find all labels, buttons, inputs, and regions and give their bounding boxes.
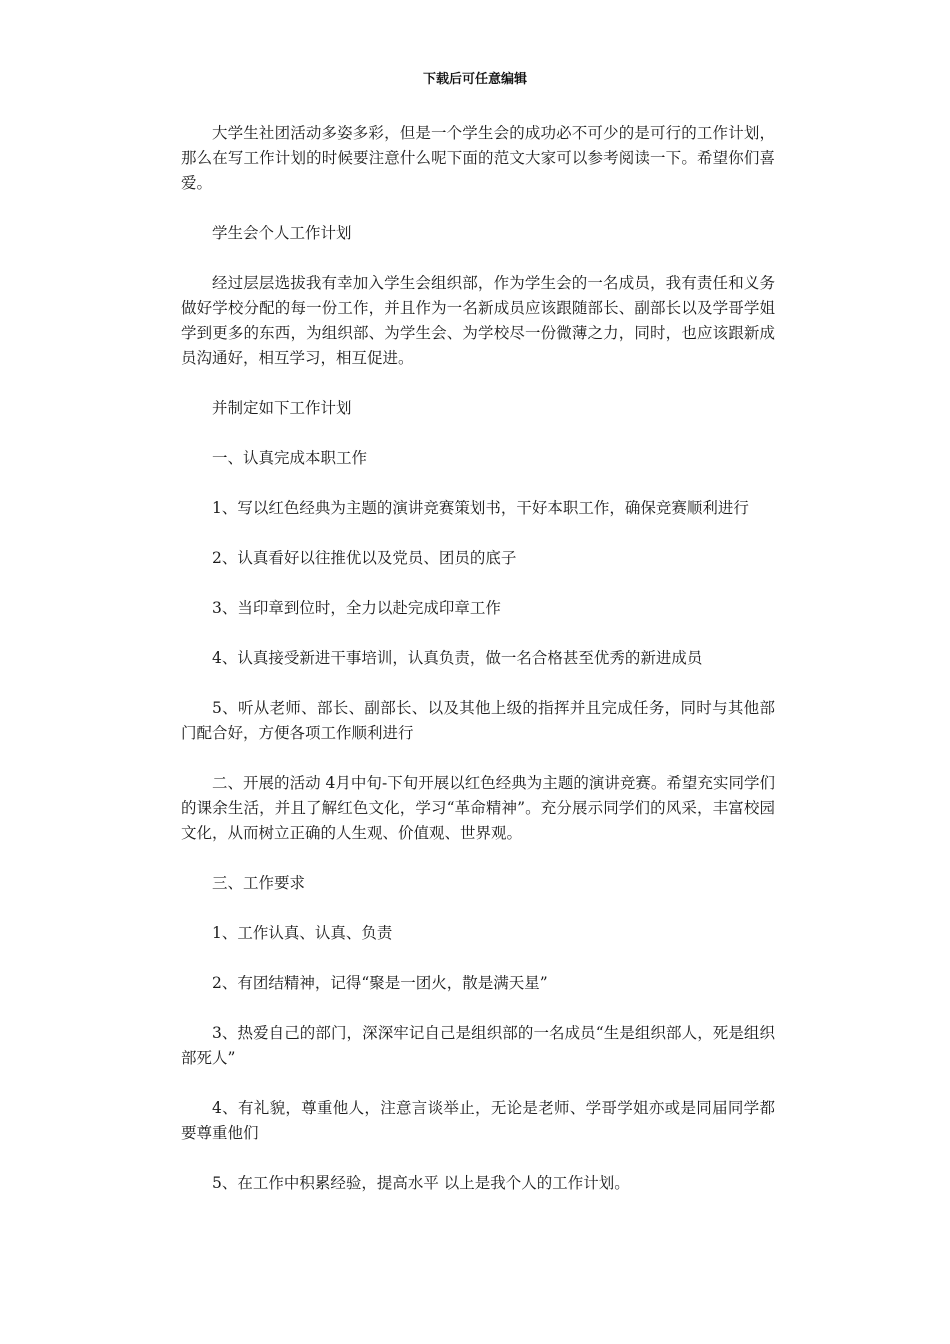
list-item: 2、有团结精神，记得“聚是一团火，散是满天星” [212, 974, 548, 992]
section-heading-3: 三、工作要求 [212, 874, 306, 892]
intro-paragraph: 大学生社团活动多姿多彩，但是一个学生会的成功必不可少的是可行的工作计划，那么在写工作计划的时候要注意什么呢下面的范文大家可以参考阅读一下。希望你们喜爱。 [181, 124, 775, 192]
list-item: 5、在工作中积累经验，提高水平 以上是我个人的工作计划。 [212, 1174, 630, 1192]
plan-lead-in: 并制定如下工作计划 [212, 399, 352, 417]
page-header: 下载后可任意编辑 [422, 72, 527, 87]
list-item: 5、听从老师、部长、副部长、以及其他上级的指挥并且完成任务，同时与其他部门配合好，方便各项工作顺利进行 [181, 699, 775, 742]
list-item: 1、写以红色经典为主题的演讲竞赛策划书，干好本职工作，确保竞赛顺利进行 [212, 499, 749, 517]
list-item: 4、认真接受新进干事培训，认真负责，做一名合格甚至优秀的新进成员 [212, 649, 703, 667]
section-2-paragraph: 二、开展的活动 4月中旬-下旬开展以红色经典为主题的演讲竞赛。希望充实同学们的课余生活，并且了解红色文化，学习“革命精神”。充分展示同学们的风采，丰富校园文化，从而树立正确的人生观、价值观、世界观。 [181, 774, 775, 842]
list-item: 3、热爱自己的部门，深深牢记自己是组织部的一名成员“生是组织部人，死是组织部死人” [181, 1024, 775, 1067]
section-heading-1: 一、认真完成本职工作 [212, 449, 368, 467]
list-item: 2、认真看好以往推优以及党员、团员的底子 [212, 549, 517, 567]
body-paragraph: 经过层层选拔我有幸加入学生会组织部，作为学生会的一名成员，我有责任和义务做好学校分配的每一份工作，并且作为一名新成员应该跟随部长、副部长以及学哥学姐学到更多的东西，为组织部、为学生会、为学校尽一份微薄之力，同时，也应该跟新成员沟通好，相互学习，相互促进。 [181, 274, 775, 367]
list-item: 4、有礼貌，尊重他人，注意言谈举止，无论是老师、学哥学姐亦或是同届同学都要尊重他们 [181, 1099, 775, 1142]
document-body [181, 121, 775, 1221]
list-item: 1、工作认真、认真、负责 [212, 924, 393, 942]
list-item: 3、当印章到位时，全力以赴完成印章工作 [212, 599, 501, 617]
document-title: 学生会个人工作计划 [212, 224, 352, 242]
